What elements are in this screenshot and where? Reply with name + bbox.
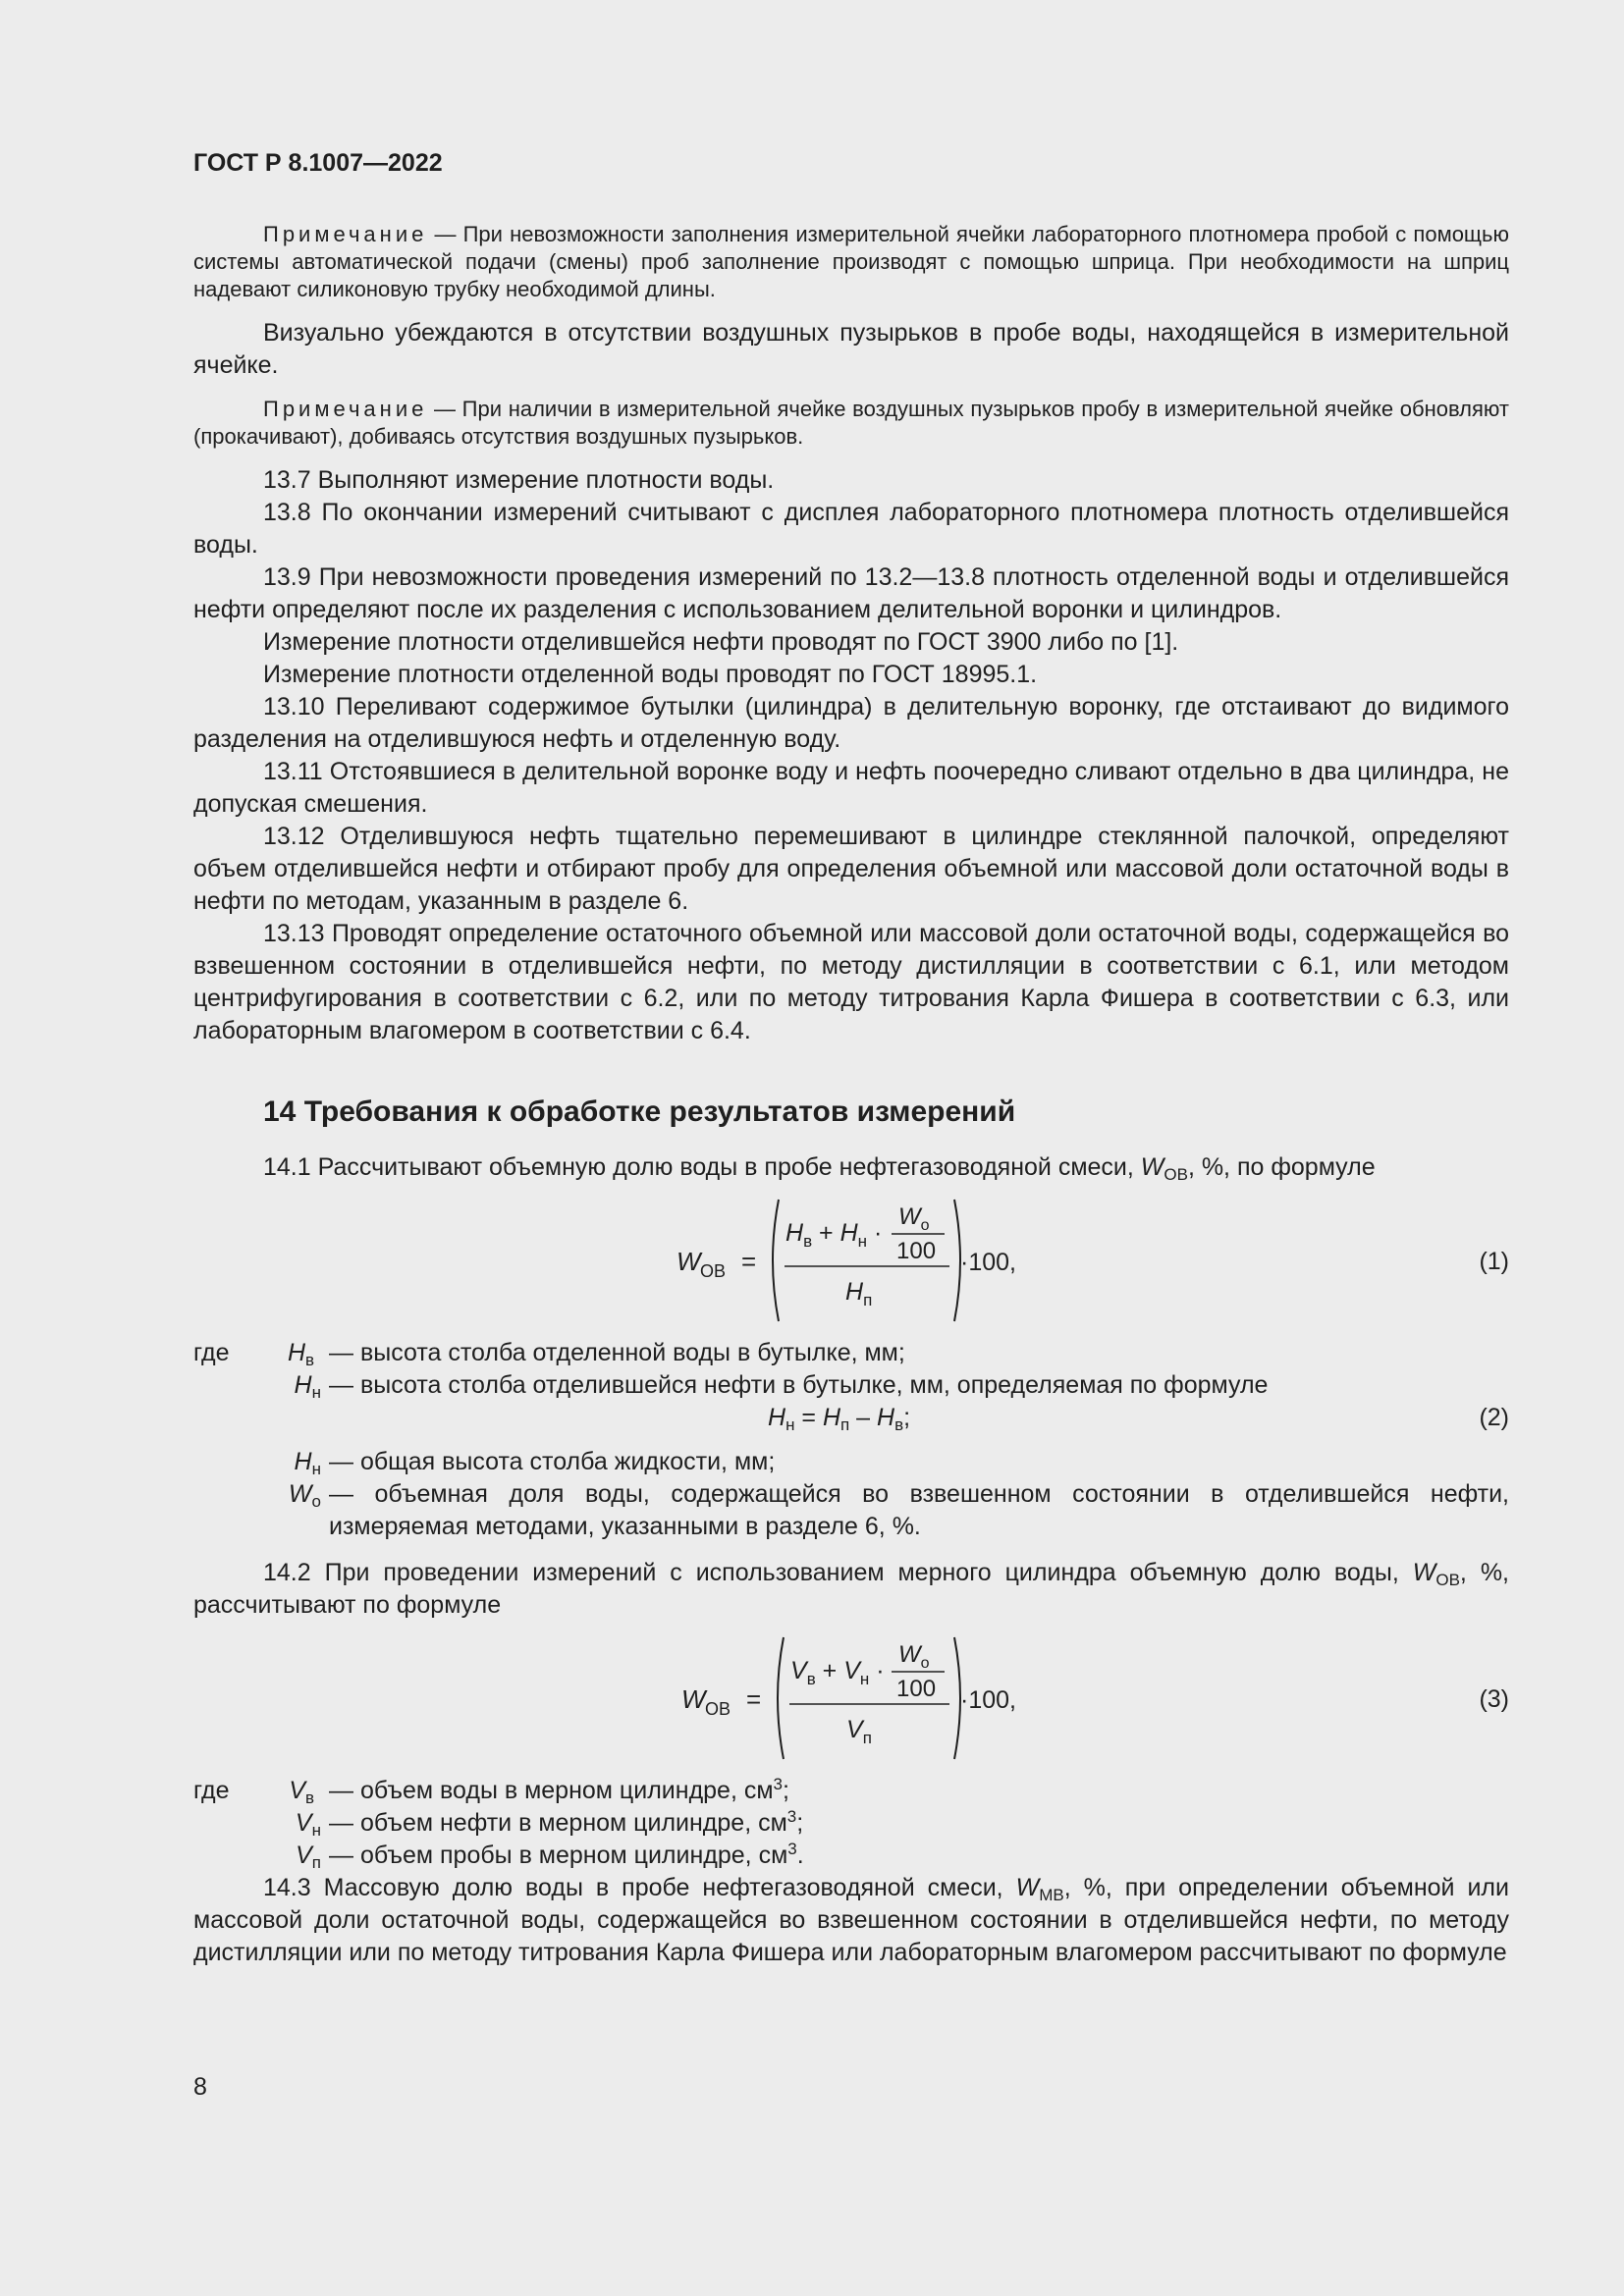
numerator: $V_в + V_н$ · — [790, 1657, 885, 1688]
note-text: — При наличии в измерительной ячейке воздушных пузырьков пробу в измерительной ячейке обновляют (прокачивают), добиваясь отсутствия воздушных пузырьков. — [193, 397, 1509, 449]
note-2 — [193, 396, 1509, 451]
note-label: Примечание — [263, 397, 428, 421]
paragraph-13-9: 13.9 При невозможности проведения измерений по 13.2—13.8 плотность отделенной воды и отделившейся нефти определяют после их разделения с использованием делительной воронки и цилиндров. — [193, 563, 1509, 623]
note-text: — При невозможности заполнения измерительной ячейки лабораторного плотномера пробой с помощью системы автоматической подачи (смены) проб заполнение производят с помощью шприца. При необходимости на шприц надевают силиконовую трубку необходимой длины. — [193, 222, 1509, 301]
paragraph-13-8: 13.8 По окончании измерений считывают с дисплея лабораторного плотномера плотность отделившейся воды. — [193, 499, 1509, 559]
def-symbol-hn-total: $H_н$ — [294, 1448, 321, 1478]
page-number: 8 — [193, 2073, 207, 2101]
document-body — [193, 221, 1509, 1969]
formula-lhs-subscript: ОВ — [700, 1261, 727, 1281]
equation-number-3: (3) — [1479, 1685, 1509, 1713]
def-symbol-hn: $H_н$ — [294, 1371, 321, 1402]
formula-2-expression: $H_н = H_п - H_в$; — [768, 1404, 911, 1434]
section-14-heading: 14 Требования к обработке результатов измерений — [263, 1095, 1016, 1128]
inner-denominator: 100 — [896, 1676, 937, 1702]
def-text-vv: — объем воды в мерном цилиндре, $см^3$; — [329, 1775, 789, 1804]
formula-1 — [193, 1192, 1509, 1329]
paragraph-14-2: 14.2 При проведении измерений с использованием мерного цилиндра объемную долю воды, $W_{ОВ}$, %, рассчитывают по формуле — [193, 1559, 1509, 1619]
def-symbol-wo: $W_о$ — [288, 1480, 321, 1511]
left-paren — [773, 1200, 779, 1321]
paragraph-visual-check: Визуально убеждаются в отсутствии воздушных пузырьков в пробе воды, находящейся в измерительной ячейке. — [193, 319, 1509, 379]
equals-sign: = — [746, 1684, 762, 1714]
denominator: $V_п$ — [846, 1716, 872, 1747]
definitions-1 — [193, 1337, 1509, 1402]
def-text-hv: — высота столба отделенной воды в бутылке, мм; — [329, 1339, 905, 1366]
def-symbol-vp: $V_п$ — [296, 1842, 321, 1872]
numerator: $H_в + H_н$ · — [785, 1219, 883, 1251]
denominator: $H_п$ — [845, 1278, 873, 1309]
inner-numerator: $W_о$ — [898, 1203, 930, 1234]
def-text-hn: — высота столба отделившейся нефти в бутылке, мм, определяемая по формуле — [329, 1371, 1269, 1399]
paragraph-13-10: 13.10 Переливают содержимое бутылки (цилиндра) в делительную воронку, где отстаивают до видимого разделения на отделившуюся нефть и отделенную воду. — [193, 693, 1509, 753]
inner-denominator: 100 — [896, 1238, 937, 1264]
formula-2 — [193, 1402, 1509, 1434]
inner-numerator: $W_о$ — [898, 1641, 930, 1672]
paragraph-13-11: 13.11 Отстоявшиеся в делительной воронке воду и нефть поочередно сливают отдельно в два цилиндра, не допуская смешения. — [193, 758, 1509, 818]
def-symbol-vv: где $V_в$ — [193, 1777, 315, 1807]
def-symbol-vn: $V_н$ — [295, 1809, 321, 1840]
paragraph-13-9-water-density: Измерение плотности отделенной воды проводят по ГОСТ 18995.1. — [263, 661, 1038, 688]
paragraph-14-3: 14.3 Массовую долю воды в пробе нефтегазоводяной смеси, $W_{МВ}$, %, при определении объемной или массовой доли остаточной воды, содержащейся во взвешенном состоянии в отделившейся нефти, по методу дистилляции или по методу титрования Карла Фишера или лабораторным влагомером рассчитывают по формуле — [193, 1874, 1509, 1966]
formula-lhs-subscript: ОВ — [705, 1699, 731, 1719]
def-text-wo: — объемная доля воды, содержащейся во взвешенном состоянии в отделившейся нефти, измеряемая методами, указанными в разделе 6, %. — [329, 1480, 1509, 1540]
equation-number-1: (1) — [1479, 1248, 1509, 1275]
paragraph-13-13: 13.13 Проводят определение остаточного объемной или массовой доли остаточной воды, содержащейся во взвешенном состоянии в отделившейся нефти, по методу дистилляции в соответствии с 6.1, или методом центрифугирования в соответствии с 6.2, или по методу титрования Карла Фишера в соответствии с 6.3, или лабораторным влагомером в соответствии с 6.4. — [193, 920, 1509, 1044]
def-text-hn-total: — общая высота столба жидкости, мм; — [329, 1448, 776, 1475]
formula-3 — [193, 1629, 1509, 1767]
paragraph-14-1: 14.1 Рассчитывают объемную долю воды в пробе нефтегазоводяной смеси, $W_{ОВ}$, %, по формуле — [263, 1153, 1376, 1184]
def-text-vp: — объем пробы в мерном цилиндре, $см^3$. — [329, 1840, 804, 1869]
formula-3-graphic — [193, 1629, 1509, 1767]
definitions-3 — [193, 1775, 1509, 1872]
formula-lhs-symbol: W — [681, 1684, 706, 1714]
equation-number-2: (2) — [1479, 1404, 1509, 1431]
equals-sign: = — [741, 1247, 757, 1276]
paragraph-13-9-oil-density: Измерение плотности отделившейся нефти проводят по ГОСТ 3900 либо по [1]. — [263, 628, 1179, 656]
document-header: ГОСТ Р 8.1007—2022 — [193, 149, 443, 177]
def-text-vn: — объем нефти в мерном цилиндре, $см^3$; — [329, 1807, 804, 1837]
note-1 — [193, 221, 1509, 303]
def-symbol-hv: где $H_в$ — [193, 1339, 315, 1369]
formula-tail: ·100, — [960, 1249, 1016, 1276]
formula-tail: ·100, — [960, 1686, 1016, 1714]
left-paren — [778, 1637, 784, 1759]
paragraph-13-12: 13.12 Отделившуюся нефть тщательно перемешивают в цилиндре стеклянной палочкой, определяют объем отделившейся нефти и отбирают пробу для определения объемной или массовой доли остаточной воды в нефти по методам, указанным в разделе 6. — [193, 823, 1509, 915]
definitions-2 — [193, 1446, 1509, 1543]
formula-lhs-symbol: W — [677, 1247, 701, 1276]
paragraph-13-7: 13.7 Выполняют измерение плотности воды. — [263, 466, 775, 494]
note-label: Примечание — [263, 222, 428, 246]
formula-1-graphic — [193, 1192, 1509, 1329]
